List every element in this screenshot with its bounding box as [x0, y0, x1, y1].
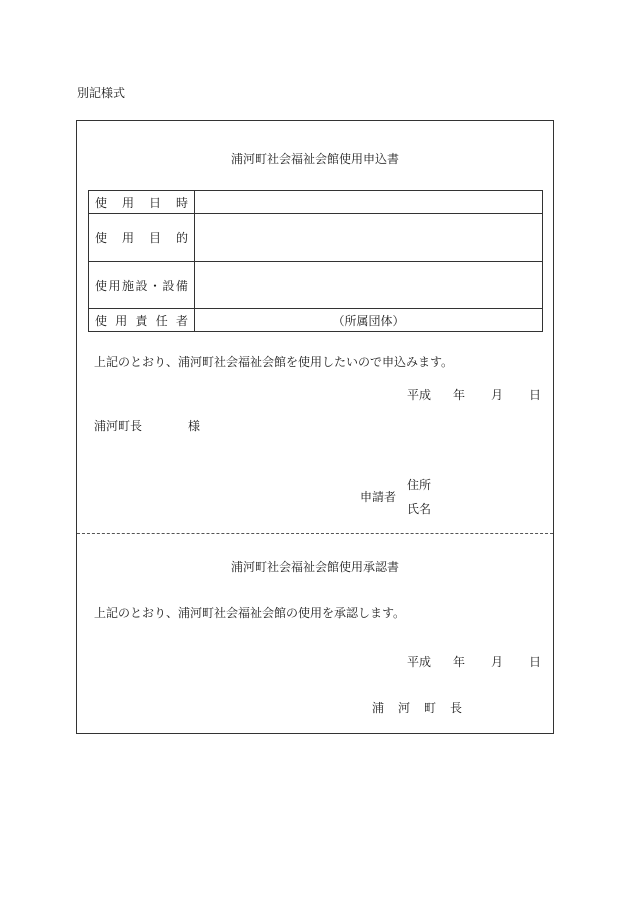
- usage-responsible-field[interactable]: （所属団体）: [195, 309, 543, 332]
- usage-responsible-label: 使 用 責 任 者: [89, 309, 195, 332]
- usage-facility-field[interactable]: [195, 262, 543, 309]
- usage-purpose-field[interactable]: [195, 214, 543, 262]
- name-label: 氏名: [407, 502, 432, 516]
- table-row: [89, 309, 543, 332]
- usage-datetime-label: 使 用 日 時: [89, 191, 195, 214]
- form-style-label: 別記様式: [77, 86, 126, 100]
- approval-signatory: 浦 河 町 長: [372, 701, 463, 715]
- usage-table: [88, 190, 543, 332]
- usage-facility-label: 使 用 施 設 ・ 設 備: [89, 262, 195, 309]
- table-row: [89, 262, 543, 309]
- application-title: 浦河町社会福祉会館使用申込書: [230, 152, 399, 166]
- application-date[interactable]: 平成 年 月 日: [407, 388, 542, 402]
- usage-datetime-field[interactable]: [195, 191, 543, 214]
- application-statement: 上記のとおり、浦河町社会福祉会館を使用したいので申込みます。: [94, 355, 454, 369]
- section-divider: [77, 533, 553, 534]
- approval-date[interactable]: 平成 年 月 日: [407, 655, 542, 669]
- approval-title: 浦河町社会福祉会館使用承認書: [230, 560, 399, 574]
- usage-purpose-label: 使 用 目 的: [89, 214, 195, 262]
- table-row: [89, 191, 543, 214]
- applicant-label: 申請者: [360, 490, 397, 504]
- honorific: 様: [188, 419, 201, 433]
- address-label: 住所: [407, 478, 432, 492]
- table-row: [89, 214, 543, 262]
- addressee: 浦河町長: [94, 419, 143, 433]
- approval-statement: 上記のとおり、浦河町社会福祉会館の使用を承認します。: [94, 606, 406, 620]
